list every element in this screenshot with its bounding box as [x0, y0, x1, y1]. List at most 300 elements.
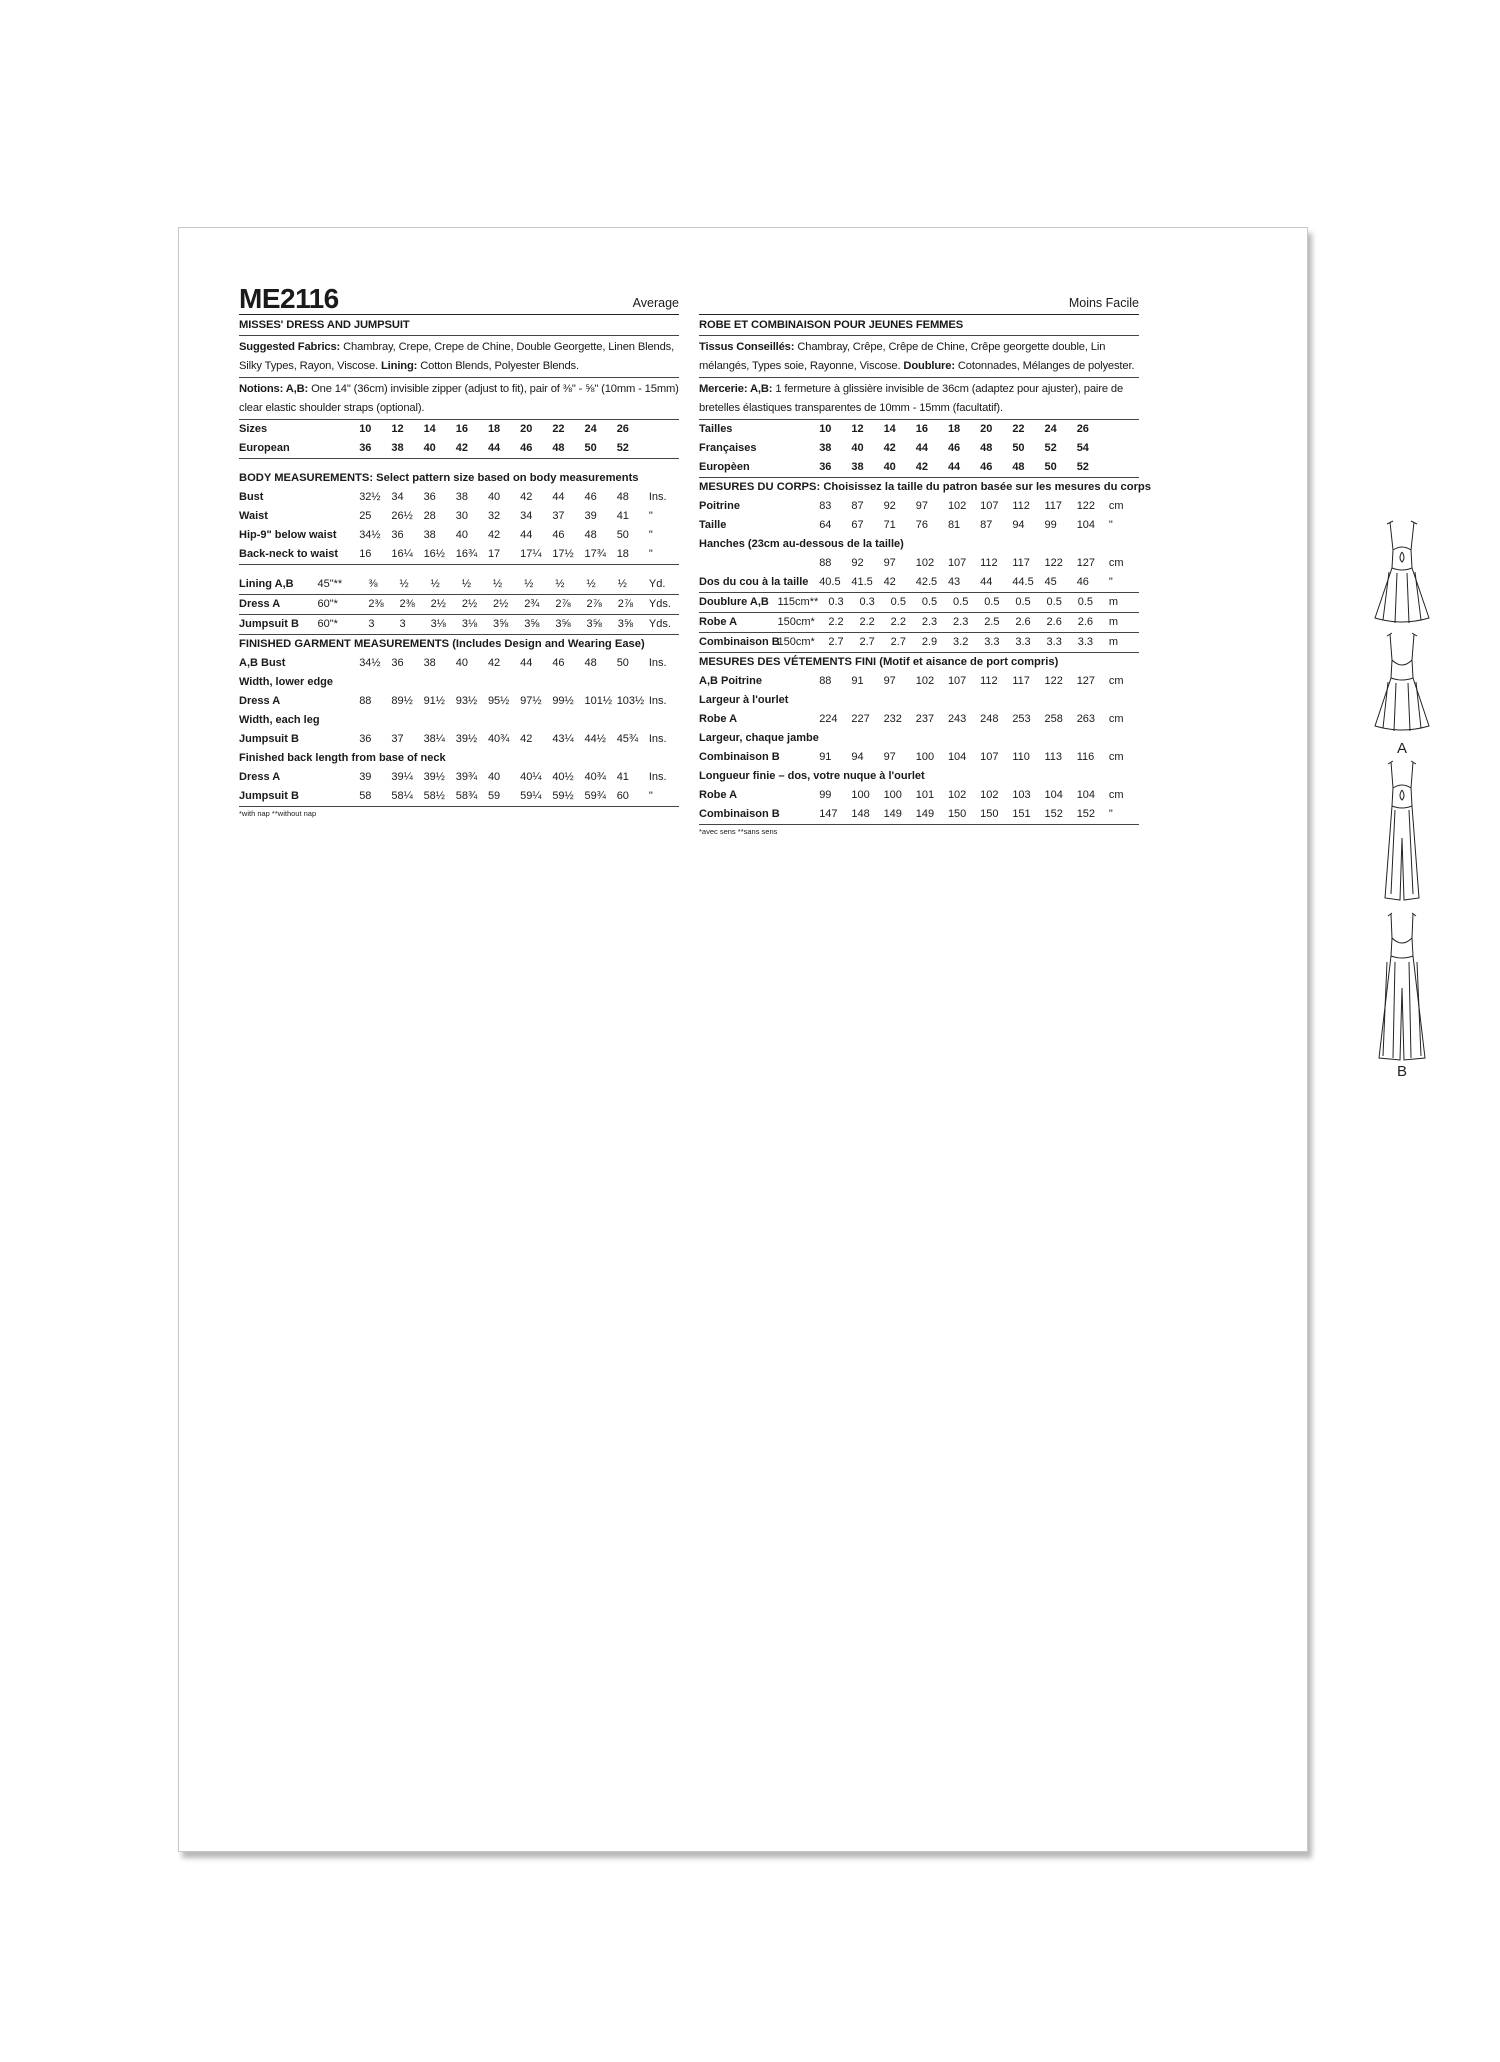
value-cell: 258 — [1044, 713, 1063, 725]
table-row — [699, 691, 1139, 710]
value-cell: 16½ — [423, 548, 445, 560]
value-cell: 36 — [391, 657, 404, 669]
value-cell: 38 — [455, 491, 468, 503]
value-cell: 42 — [520, 733, 533, 745]
unit-cell: " — [1108, 808, 1113, 820]
value-cell: 148 — [851, 808, 870, 820]
value-cell: 40 — [455, 529, 468, 541]
value-cell: 253 — [1012, 713, 1031, 725]
value-cell: 44 — [552, 491, 565, 503]
unit-cell: Yd. — [649, 575, 679, 595]
value-cell: 3⅝ — [555, 615, 586, 635]
value-cell: 16¾ — [455, 548, 478, 560]
value-cell: 40 — [487, 771, 501, 783]
value-cell: 101½ — [584, 695, 613, 707]
value-cell: 26 — [1076, 423, 1089, 435]
value-cell: 58½ — [423, 790, 445, 802]
value-cell: 95½ — [487, 695, 510, 707]
value-cell: 97 — [915, 500, 928, 512]
section-label: Longueur finie – dos, votre nuque à l'ourlet — [699, 770, 925, 782]
spacer — [239, 459, 679, 469]
value-cell: 48 — [980, 442, 993, 454]
value-cell: 3.3 — [1047, 633, 1078, 653]
value-cell: 24 — [584, 423, 597, 435]
unit-cell: cm — [1108, 500, 1124, 512]
row-label: Combinaison B — [699, 633, 778, 653]
value-cell: 117 — [1012, 557, 1030, 569]
value-cell: 112 — [1012, 500, 1030, 512]
notions-label: Mercerie: A,B: — [699, 383, 773, 395]
value-cell: 87 — [851, 500, 864, 512]
table-row — [699, 767, 1139, 786]
lining-label: Doublure: — [903, 360, 955, 372]
value-cell: 2.5 — [984, 613, 1015, 633]
unit-cell: Ins. — [648, 733, 667, 745]
value-cell: 102 — [947, 500, 967, 512]
value-cell: 91 — [851, 675, 864, 687]
value-cell: 38 — [391, 442, 404, 454]
value-cell: 150 — [947, 808, 967, 820]
value-cell: ½ — [524, 575, 555, 595]
row-label: Dos du cou à la taille — [699, 576, 809, 588]
value-cell: 3⅛ — [462, 615, 493, 635]
value-cell: 149 — [915, 808, 935, 820]
value-cell: 38 — [851, 461, 864, 473]
unit-cell: cm — [1108, 751, 1124, 763]
unit-cell: " — [648, 548, 653, 560]
value-cell: 42 — [487, 529, 501, 541]
value-cell: 36 — [391, 529, 404, 541]
value-cell: 28 — [423, 510, 436, 522]
row-label: Robe A — [699, 713, 738, 725]
unit-cell: " — [648, 529, 653, 541]
value-cell: 99½ — [552, 695, 574, 707]
value-cell: 22 — [1012, 423, 1025, 435]
value-cell: 103 — [1012, 789, 1031, 801]
body-measurements-heading: MESURES DU CORPS: Choisissez la taille du patron basée sur les mesures du corps — [699, 481, 1151, 493]
value-cell: 88 — [359, 695, 372, 707]
row-label: Combinaison B — [699, 808, 780, 820]
dress-back-icon — [1375, 633, 1429, 731]
value-cell: 2.3 — [922, 613, 953, 633]
fabric-width: 45"** — [318, 575, 369, 595]
value-cell: 16 — [359, 548, 372, 560]
notions-text — [699, 378, 1139, 420]
finished-measurements-table — [699, 672, 1139, 825]
value-cell: 152 — [1076, 808, 1096, 820]
value-cell: 3 — [368, 615, 399, 635]
value-cell: 127 — [1076, 675, 1096, 687]
value-cell: 60 — [616, 790, 629, 802]
value-cell: 97 — [883, 557, 896, 569]
value-cell: 39 — [359, 771, 372, 783]
row-label: Waist — [239, 510, 268, 522]
value-cell: 41.5 — [851, 576, 873, 588]
value-cell: 39¾ — [455, 771, 478, 783]
value-cell: 3.3 — [984, 633, 1015, 653]
value-cell: 12 — [851, 423, 864, 435]
value-cell: 42.5 — [915, 576, 938, 588]
table-row — [699, 516, 1139, 535]
value-cell: 107 — [980, 751, 999, 763]
value-cell: 36 — [423, 491, 436, 503]
value-cell: 43¼ — [552, 733, 574, 745]
fabrics-text — [699, 336, 1139, 378]
value-cell: 3⅝ — [524, 615, 555, 635]
row-label: Poitrine — [699, 500, 740, 512]
value-cell: 89½ — [391, 695, 413, 707]
value-cell: 40 — [455, 657, 468, 669]
row-label: Hip-9" below waist — [239, 529, 337, 541]
value-cell: 14 — [423, 423, 436, 435]
difficulty-level: Average — [632, 296, 679, 310]
table-row — [239, 615, 679, 635]
unit-cell: Ins. — [648, 771, 667, 783]
value-cell: 100 — [851, 789, 870, 801]
table-row — [699, 672, 1139, 691]
value-cell: 40 — [423, 442, 436, 454]
footnote: *avec sens **sans sens — [699, 827, 778, 836]
value-cell: 147 — [819, 808, 838, 820]
value-cell: 59 — [487, 790, 501, 802]
value-cell: ½ — [618, 575, 649, 595]
unit-cell — [649, 439, 679, 459]
value-cell: 104 — [1044, 789, 1063, 801]
value-cell: ⅜ — [368, 575, 399, 595]
value-cell: 2.3 — [953, 613, 984, 633]
value-cell: 93½ — [455, 695, 478, 707]
value-cell: 34 — [391, 491, 404, 503]
table-row — [699, 573, 1139, 593]
table-row — [239, 749, 679, 768]
value-cell: 17¼ — [520, 548, 542, 560]
pattern-title: ROBE ET COMBINAISON POUR JEUNES FEMMES — [699, 315, 1139, 336]
value-cell: 2.7 — [891, 633, 922, 653]
value-cell: 237 — [915, 713, 935, 725]
value-cell: 94 — [1012, 519, 1025, 531]
value-cell: 42 — [883, 442, 896, 454]
value-cell: 50 — [616, 529, 629, 541]
value-cell: 37 — [552, 510, 565, 522]
unit-cell — [1109, 439, 1139, 458]
value-cell: 112 — [980, 675, 998, 687]
value-cell: 107 — [947, 557, 967, 569]
finished-measurements-heading: MESURES DES VÉTEMENTS FINI (Motif et aisance de port compris) — [699, 656, 1059, 668]
value-cell: 3⅝ — [493, 615, 524, 635]
row-label: Sizes — [239, 423, 268, 435]
value-cell: 34½ — [359, 529, 381, 541]
value-cell: 117 — [1044, 500, 1063, 512]
value-cell: 0.5 — [1015, 593, 1046, 613]
value-cell: 0.3 — [828, 593, 859, 613]
table-row — [699, 786, 1139, 805]
value-cell: 44½ — [584, 733, 606, 745]
value-cell: ½ — [400, 575, 431, 595]
table-row — [699, 805, 1139, 825]
value-cell: 92 — [883, 500, 896, 512]
value-cell: 40¼ — [520, 771, 542, 783]
french-column — [699, 288, 1151, 839]
value-cell: 38 — [423, 529, 436, 541]
table-row — [699, 748, 1139, 767]
value-cell: 97 — [883, 751, 896, 763]
value-cell: 248 — [980, 713, 999, 725]
value-cell: 44 — [487, 442, 501, 454]
value-cell: 224 — [819, 713, 838, 725]
value-cell: 2.7 — [860, 633, 891, 653]
row-label: Robe A — [699, 789, 738, 801]
value-cell: 127 — [1076, 557, 1096, 569]
value-cell: 16¼ — [391, 548, 413, 560]
value-cell: 18 — [947, 423, 961, 435]
value-cell: 24 — [1044, 423, 1057, 435]
table-row — [239, 711, 679, 730]
value-cell: 117 — [1012, 675, 1030, 687]
row-label: Jumpsuit B — [239, 790, 299, 802]
value-cell: 42 — [883, 576, 896, 588]
value-cell: 113 — [1044, 751, 1063, 763]
value-cell: 99 — [819, 789, 832, 801]
row-label — [699, 554, 819, 573]
value-cell: 2.6 — [1015, 613, 1046, 633]
table-row — [699, 633, 1139, 653]
value-cell: 2⅜ — [400, 595, 431, 615]
value-cell: 48 — [584, 657, 597, 669]
value-cell: 94 — [851, 751, 864, 763]
value-cell: 40.5 — [819, 576, 841, 588]
value-cell: 44 — [520, 529, 533, 541]
value-cell: 36 — [819, 461, 832, 473]
value-cell: 59¼ — [520, 790, 542, 802]
unit-cell: cm — [1108, 557, 1124, 569]
value-cell: ½ — [555, 575, 586, 595]
value-cell: 48 — [1012, 461, 1025, 473]
table-row — [239, 526, 679, 545]
unit-cell — [649, 420, 679, 439]
value-cell: 48 — [552, 442, 565, 454]
header — [239, 283, 679, 315]
value-cell: 42 — [487, 657, 501, 669]
value-cell: 48 — [616, 491, 629, 503]
value-cell: 41 — [616, 771, 629, 783]
value-cell: 17 — [487, 548, 501, 560]
value-cell: 76 — [915, 519, 928, 531]
table-row — [699, 420, 1139, 439]
value-cell: 44.5 — [1012, 576, 1034, 588]
table-row — [239, 439, 679, 459]
fabric-width: 115cm** — [778, 593, 829, 613]
value-cell: 40 — [851, 442, 864, 454]
value-cell: 34 — [520, 510, 533, 522]
table-row — [699, 458, 1139, 478]
value-cell: 10 — [359, 423, 372, 435]
value-cell: 48 — [584, 529, 597, 541]
size-table — [239, 420, 679, 459]
value-cell: 107 — [947, 675, 967, 687]
value-cell: 30 — [455, 510, 468, 522]
value-cell: 103½ — [616, 695, 645, 707]
value-cell: 0.5 — [953, 593, 984, 613]
value-cell: 38 — [819, 442, 832, 454]
unit-cell: " — [648, 790, 653, 802]
table-row — [239, 420, 679, 439]
value-cell: 2⅞ — [618, 595, 649, 615]
value-cell: 46 — [584, 491, 597, 503]
value-cell: 36 — [359, 442, 372, 454]
pattern-envelope-back — [178, 227, 1408, 1852]
value-cell: 46 — [520, 442, 533, 454]
spacer — [239, 565, 679, 575]
value-cell: 3⅝ — [618, 615, 649, 635]
value-cell: 52 — [1044, 442, 1057, 454]
value-cell: ½ — [462, 575, 493, 595]
value-cell: 102 — [947, 789, 967, 801]
value-cell: 0.5 — [1047, 593, 1078, 613]
row-label: A,B Bust — [239, 657, 286, 669]
finished-measurements-table — [239, 654, 679, 807]
notions-list: One 14" (36cm) invisible zipper (adjust to fit), pair of ⅜" - ⅝" (10mm - 15mm) clear elastic shoulder straps (optional). — [239, 383, 679, 414]
value-cell: 2½ — [462, 595, 493, 615]
table-row — [699, 710, 1139, 729]
value-cell: 122 — [1076, 500, 1096, 512]
row-label: Dress A — [239, 695, 281, 707]
section-label: Largeur, chaque jambe — [699, 732, 819, 744]
dress-front-icon — [1375, 521, 1429, 623]
body-measurements-table — [699, 497, 1139, 593]
value-cell: 101 — [915, 789, 935, 801]
lining-list: Cotton Blends, Polyester Blends. — [420, 360, 579, 372]
yardage-table — [699, 593, 1139, 653]
value-cell: 38¼ — [423, 733, 445, 745]
row-label: Jumpsuit B — [239, 615, 318, 635]
unit-cell: Ins. — [648, 491, 667, 503]
value-cell: 42 — [915, 461, 928, 473]
value-cell: 40½ — [552, 771, 574, 783]
value-cell: 18 — [616, 548, 629, 560]
value-cell: 104 — [1076, 519, 1096, 531]
value-cell: 0.5 — [984, 593, 1015, 613]
unit-cell: " — [1108, 576, 1113, 588]
value-cell: 102 — [980, 789, 999, 801]
value-cell: 91½ — [423, 695, 445, 707]
table-row — [239, 787, 679, 807]
value-cell: 0.5 — [1078, 593, 1109, 613]
value-cell: 46 — [1076, 576, 1089, 588]
row-label: Lining A,B — [239, 575, 318, 595]
table-row — [239, 768, 679, 787]
value-cell: 102 — [915, 557, 935, 569]
table-row — [699, 439, 1139, 458]
view-a-label: A — [1397, 740, 1408, 757]
value-cell: 36 — [359, 733, 372, 745]
value-cell: 2.6 — [1047, 613, 1078, 633]
value-cell: 50 — [1012, 442, 1025, 454]
value-cell: 3 — [400, 615, 431, 635]
difficulty-level: Moins Facile — [1068, 296, 1139, 310]
table-row — [239, 673, 679, 692]
value-cell: 110 — [1012, 751, 1030, 763]
value-cell: 2½ — [493, 595, 524, 615]
value-cell: 22 — [552, 423, 565, 435]
value-cell: 26 — [616, 423, 629, 435]
pattern-title: MISSES' DRESS AND JUMPSUIT — [239, 315, 679, 336]
notions-list: 1 fermeture à glissière invisible de 36cm (adaptez pour ajuster), paire de bretelles élastiques transparentes de 10mm - 15mm (facultatif). — [699, 383, 1124, 414]
value-cell: 12 — [391, 423, 404, 435]
value-cell: 44 — [520, 657, 533, 669]
fabrics-text — [239, 336, 679, 378]
unit-cell: Ins. — [648, 657, 667, 669]
value-cell: 43 — [947, 576, 961, 588]
value-cell: 16 — [455, 423, 468, 435]
table-row — [699, 497, 1139, 516]
table-row — [699, 535, 1139, 554]
value-cell: 99 — [1044, 519, 1057, 531]
row-label: Combinaison B — [699, 751, 780, 763]
value-cell: 39½ — [455, 733, 478, 745]
jumpsuit-front-icon — [1385, 761, 1419, 900]
value-cell: 2½ — [431, 595, 462, 615]
value-cell: 46 — [947, 442, 961, 454]
value-cell: 20 — [520, 423, 533, 435]
unit-cell: Yds. — [649, 595, 679, 615]
value-cell: 17¾ — [584, 548, 606, 560]
table-row — [239, 595, 679, 615]
value-cell: 83 — [819, 500, 832, 512]
value-cell: 149 — [883, 808, 902, 820]
value-cell: 40 — [883, 461, 896, 473]
value-cell: 3.2 — [953, 633, 984, 653]
table-row — [239, 654, 679, 673]
value-cell: 107 — [980, 500, 999, 512]
value-cell: 71 — [883, 519, 896, 531]
row-label: Back-neck to waist — [239, 548, 339, 560]
value-cell: 3.3 — [1078, 633, 1109, 653]
value-cell: ½ — [493, 575, 524, 595]
lining-list: Cotonnades, Mélanges de polyester. — [957, 360, 1135, 372]
value-cell: 44 — [915, 442, 928, 454]
header — [699, 288, 1139, 315]
value-cell: 58¾ — [455, 790, 478, 802]
row-label: Jumpsuit B — [239, 733, 299, 745]
row-label: Tailles — [699, 423, 733, 435]
value-cell: 97 — [883, 675, 896, 687]
value-cell: 42 — [520, 491, 533, 503]
value-cell: 17½ — [552, 548, 574, 560]
value-cell: 263 — [1076, 713, 1096, 725]
finished-measurements-heading: FINISHED GARMENT MEASUREMENTS (Includes Design and Wearing Ease) — [239, 638, 645, 650]
value-cell: 44 — [947, 461, 961, 473]
fabrics-label: Suggested Fabrics: — [239, 341, 341, 353]
value-cell: 91 — [819, 751, 832, 763]
value-cell: 0.5 — [891, 593, 922, 613]
view-b-label: B — [1397, 1063, 1408, 1078]
value-cell: 100 — [883, 789, 902, 801]
value-cell: 2⅞ — [587, 595, 618, 615]
section-label: Hanches (23cm au-dessous de la taille) — [699, 538, 904, 550]
unit-cell: " — [1108, 519, 1113, 531]
table-row — [239, 507, 679, 526]
value-cell: 100 — [915, 751, 935, 763]
value-cell: 151 — [1012, 808, 1031, 820]
value-cell: 40 — [487, 491, 501, 503]
value-cell: 39½ — [423, 771, 445, 783]
value-cell: 32½ — [359, 491, 381, 503]
notions-label: Notions: A,B: — [239, 383, 309, 395]
value-cell: 0.5 — [922, 593, 953, 613]
value-cell: 2.2 — [860, 613, 891, 633]
table-row — [699, 554, 1139, 573]
value-cell: 152 — [1044, 808, 1063, 820]
